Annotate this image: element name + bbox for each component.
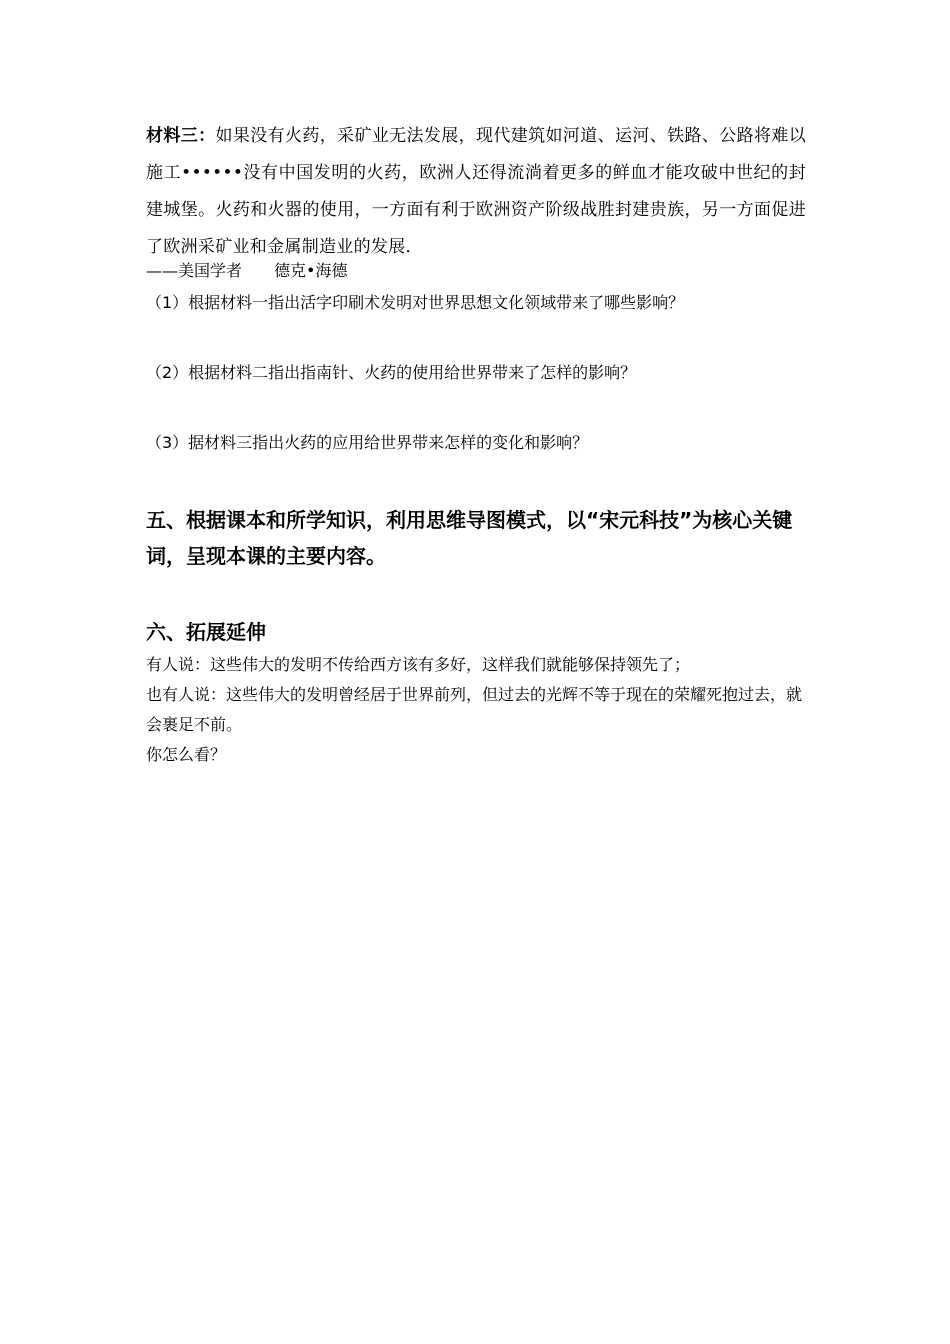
document-page bbox=[146, 118, 806, 770]
material-three-source: ——美国学者 德克•海德 bbox=[146, 261, 348, 280]
section-five-heading: 五、根据课本和所学知识，利用思维导图模式，以“宋元科技”为核心关键词，呈现本课的主要内容。 bbox=[146, 508, 793, 568]
extension-line-1: 有人说：这些伟大的发明不传给西方该有多好，这样我们就能够保持领先了； bbox=[146, 655, 691, 674]
question-1: （1）根据材料一指出活字印刷术发明对世界思想文化领域带来了哪些影响？ bbox=[146, 293, 685, 312]
question-3: （3）据材料三指出火药的应用给世界带来怎样的变化和影响？ bbox=[146, 433, 589, 452]
material-three-paragraph bbox=[146, 118, 806, 266]
extension-question: 你怎么看？ bbox=[146, 745, 227, 764]
section-six-heading: 六、拓展延伸 bbox=[146, 620, 266, 644]
material-three-text: 如果没有火药，采矿业无法发展，现代建筑如河道、运河、铁路、公路将难以施工••••••没有中国发明的火药，欧洲人还得流淌着更多的鲜血才能攻破中世纪的封建城堡。火药和火器的使用，一方面有利于欧洲资产阶级战胜封建贵族，另一方面促进了欧洲采矿业和金属制造业的发展． bbox=[146, 126, 806, 257]
material-three-label: 材料三： bbox=[146, 126, 216, 146]
question-2: （2）根据材料二指出指南针、火药的使用给世界带来了怎样的影响？ bbox=[146, 363, 637, 382]
extension-line-2: 也有人说：这些伟大的发明曾经居于世界前列，但过去的光辉不等于现在的荣耀死抱过去，就会裹足不前。 bbox=[146, 685, 803, 734]
